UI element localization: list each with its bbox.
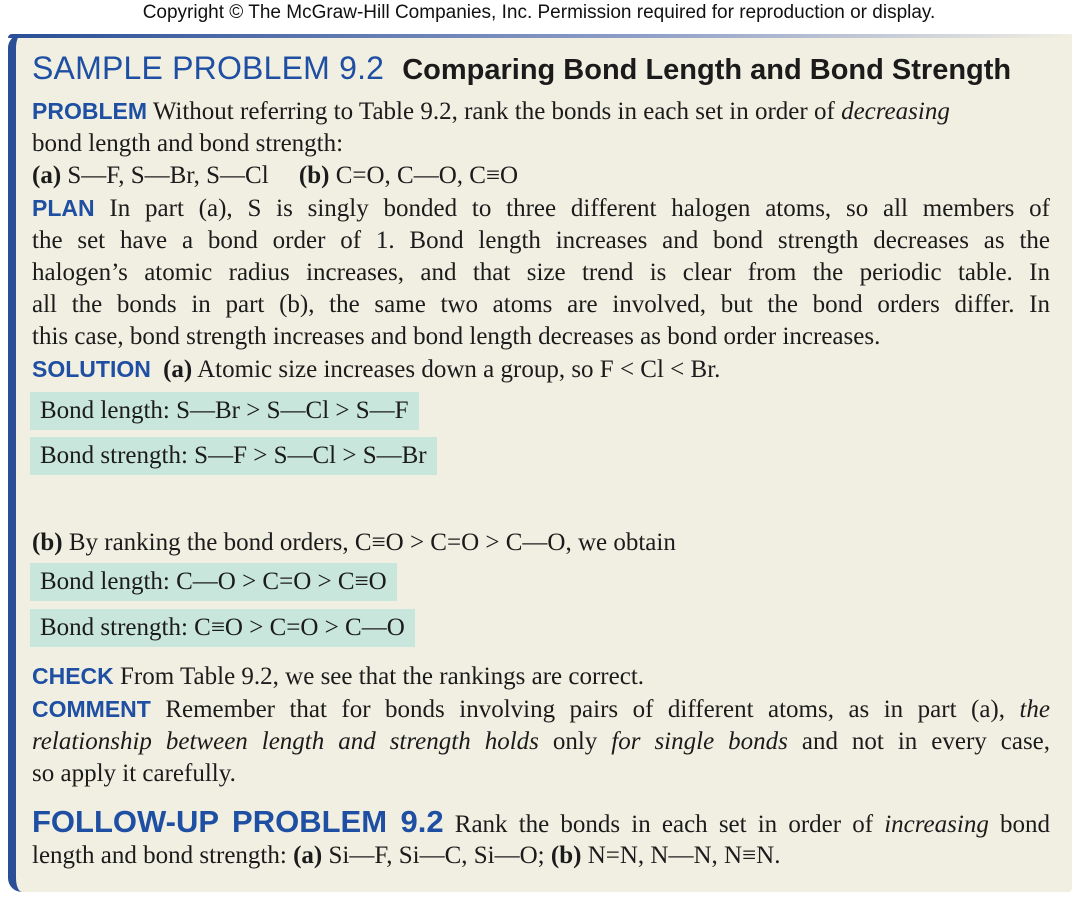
solution-part-a-text: Atomic size increases down a group, so F < Cl < Br. (197, 356, 721, 383)
problem-part-a-label: (a) (32, 162, 62, 189)
solution-label: SOLUTION (32, 356, 151, 382)
followup-text-3: length and bond strength: (32, 842, 287, 869)
followup-emphasis: increasing (884, 811, 989, 838)
solution-line (32, 356, 720, 384)
plan-line-4: all the bonds in part (b), the same two atoms are involved, but the bond orders differ. In (32, 291, 1050, 318)
comment-line-3: so apply it carefully. (32, 760, 236, 787)
problem-text: Without referring to Table 9.2, rank the bonds in each set in order of (152, 98, 835, 125)
problem-parts (32, 162, 518, 190)
solution-part-a-label: (a) (163, 356, 193, 383)
problem-part-b-label: (b) (298, 162, 330, 189)
followup-line-2 (32, 842, 780, 870)
comment-emphasis-3: for single bonds (611, 728, 788, 755)
sample-problem-title: Comparing Bond Length and Bond Strength (402, 54, 1012, 86)
sample-problem-label: SAMPLE PROBLEM 9.2 (32, 50, 385, 86)
plan-line-1 (32, 195, 1050, 223)
followup-label: FOLLOW-UP PROBLEM 9.2 (32, 804, 444, 839)
comment-text-2: only (552, 728, 598, 755)
followup-line-1 (32, 804, 1050, 840)
check-text: From Table 9.2, we see that the rankings are correct. (120, 663, 645, 690)
problem-emphasis: decreasing (841, 98, 950, 125)
comment-text-1: Remember that for bonds involving pairs of different atoms, as in part (a), (165, 696, 1005, 723)
comment-emphasis-2: relationship between length and strength holds (32, 728, 539, 755)
comment-line-2 (32, 728, 1050, 756)
highlight-a-bond-length: Bond length: S—Br > S—Cl > S—F (30, 392, 419, 430)
check-line (32, 663, 644, 691)
followup-part-a: Si—F, Si—C, Si—O; (328, 842, 545, 869)
solution-part-b-label: (b) (32, 529, 63, 556)
solution-part-b-text: By ranking the bond orders, C≡O > C=O > C—O, we obtain (68, 529, 676, 556)
plan-line-3: halogen’s atomic radius increases, and that size trend is clear from the periodic table. In (32, 259, 1050, 286)
followup-part-b-label: (b) (550, 842, 582, 869)
comment-label: COMMENT (32, 696, 151, 722)
comment-line-1 (32, 696, 1050, 724)
followup-part-a-label: (a) (293, 842, 323, 869)
highlight-a-bond-strength: Bond strength: S—F > S—Cl > S—Br (30, 437, 437, 475)
plan-text-1: In part (a), S is singly bonded to three different halogen atoms, so all members of (109, 195, 1051, 222)
plan-line-2: the set have a bond order of 1. Bond length increases and bond strength decreases as the (32, 227, 1050, 254)
followup-part-b: N=N, N—N, N≡N. (587, 842, 781, 869)
highlight-b-bond-strength: Bond strength: C≡O > C=O > C—O (30, 609, 415, 647)
comment-text-3: and not in every case, (801, 728, 1051, 755)
highlight-b-bond-length: Bond length: C—O > C=O > C≡O (30, 563, 397, 601)
plan-line-5: this case, bond strength increases and bond length decreases as bond order increases. (32, 323, 881, 350)
problem-part-a: S—F, S—Br, S—Cl (67, 162, 269, 189)
followup-text-2: bond (1000, 811, 1050, 838)
comment-emphasis-1: the (1019, 696, 1051, 723)
plan-label: PLAN (32, 195, 95, 221)
problem-part-b: C=O, C—O, C≡O (335, 162, 519, 189)
problem-label: PROBLEM (32, 98, 147, 124)
panel-header (32, 50, 1011, 87)
problem-line-2: bond length and bond strength: (32, 130, 344, 157)
problem-line-1 (32, 98, 950, 126)
solution-part-b-line (32, 529, 676, 557)
followup-text-1: Rank the bonds in each set in order of (454, 811, 874, 838)
copyright-notice: Copyright © The McGraw-Hill Companies, Inc. Permission required for reproduction or display. (142, 2, 936, 23)
check-label: CHECK (32, 663, 114, 689)
panel-top-rule (8, 34, 1072, 38)
